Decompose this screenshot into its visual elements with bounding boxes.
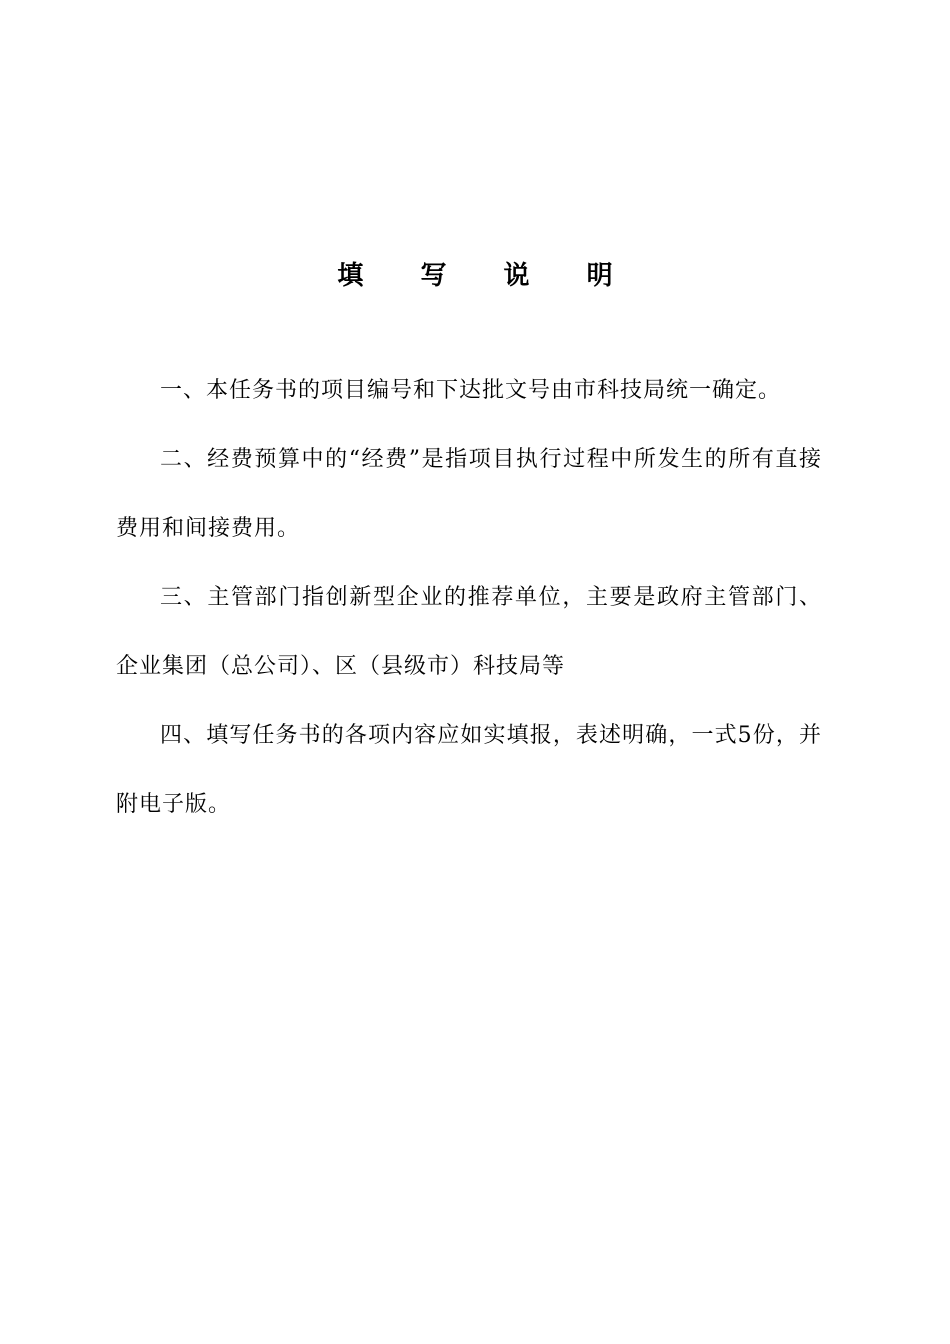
page-title: 填 写 说 明 [337, 261, 637, 291]
instruction-paragraph-2: 二、经费预算中的“经费”是指项目执行过程中所发生的所有直接费用和间接费用。 [116, 447, 822, 541]
instructions-body [116, 356, 822, 839]
instruction-paragraph-1: 一、本任务书的项目编号和下达批文号由市科技局统一确定。 [160, 378, 782, 403]
instruction-paragraph-3: 三、主管部门指创新型企业的推荐单位，主要是政府主管部门、企业集团（总公司）、区（县级市）科技局等 [116, 585, 822, 679]
instruction-paragraph-4: 四、填写任务书的各项内容应如实填报，表述明确，一式5份，并附电子版。 [116, 723, 822, 817]
